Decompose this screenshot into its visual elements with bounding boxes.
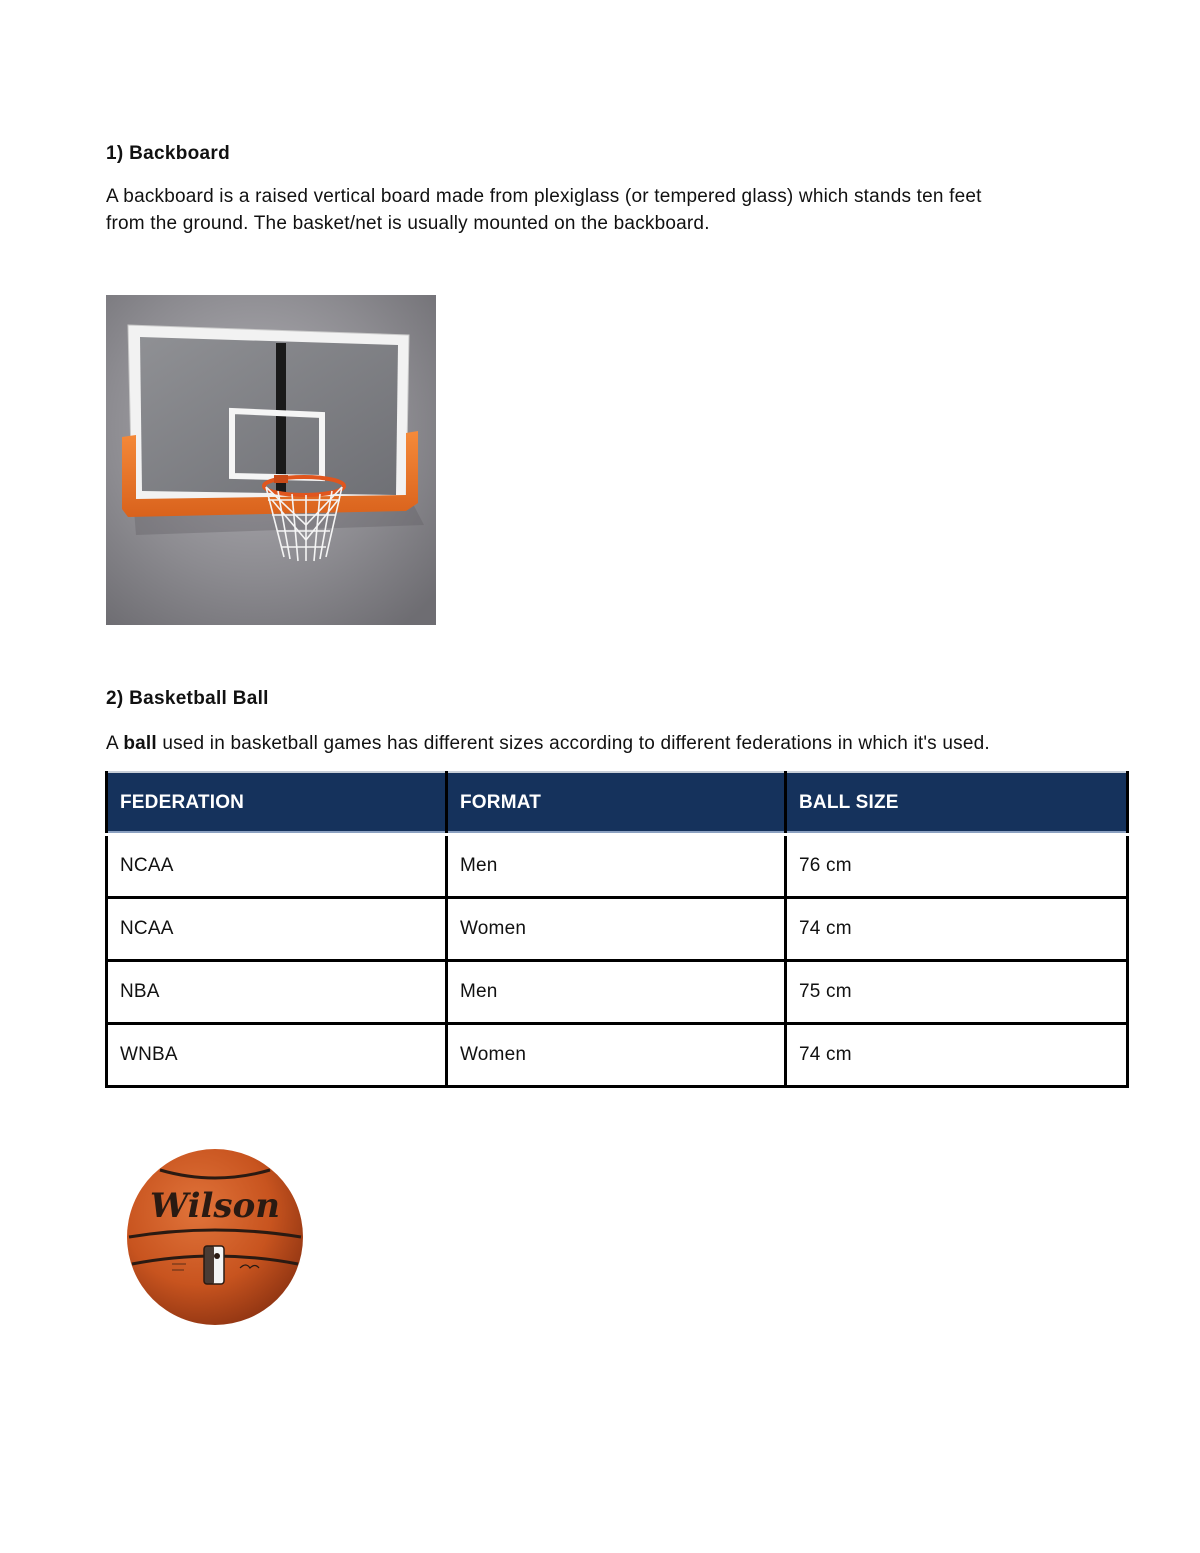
- cell-ball-size: 75 cm: [786, 961, 1128, 1024]
- column-header-format: FORMAT: [447, 772, 786, 835]
- cell-federation: NBA: [107, 961, 447, 1024]
- cell-format: Men: [447, 835, 786, 898]
- wilson-logo: Wilson: [150, 1186, 280, 1226]
- backboard-description-line-1: A backboard is a raised vertical board made from plexiglass (or tempered glass) which stands ten feet: [106, 186, 982, 207]
- cell-ball-size: 74 cm: [786, 898, 1128, 961]
- cell-format: Women: [447, 898, 786, 961]
- cell-ball-size: 74 cm: [786, 1024, 1128, 1087]
- table-row: [107, 898, 1128, 961]
- ball-description-suffix: used in basketball games has different sizes according to different federations in which it's used.: [156, 733, 990, 754]
- table-row: [107, 835, 1128, 898]
- ball-description-bold: ball: [123, 733, 157, 754]
- section-heading-basketball-ball: 2) Basketball Ball: [106, 688, 269, 709]
- cell-federation: NCAA: [107, 835, 447, 898]
- column-header-ball-size: BALL SIZE: [786, 772, 1128, 835]
- column-header-federation: FEDERATION: [107, 772, 447, 835]
- cell-format: Men: [447, 961, 786, 1024]
- basketball-image: [120, 1140, 310, 1330]
- ball-size-table: [105, 771, 1129, 1088]
- table-row: [107, 961, 1128, 1024]
- section-heading-backboard: 1) Backboard: [106, 143, 230, 164]
- backboard-image: [106, 295, 436, 625]
- cell-federation: WNBA: [107, 1024, 447, 1087]
- backboard-description-line-2: from the ground. The basket/net is usually mounted on the backboard.: [106, 213, 710, 234]
- table-row: [107, 1024, 1128, 1087]
- table-header-row: [107, 772, 1128, 835]
- ball-description: [106, 730, 1106, 757]
- backboard-description: [106, 183, 1106, 237]
- cell-ball-size: 76 cm: [786, 835, 1128, 898]
- ball-description-prefix: A: [106, 733, 124, 754]
- cell-federation: NCAA: [107, 898, 447, 961]
- cell-format: Women: [447, 1024, 786, 1087]
